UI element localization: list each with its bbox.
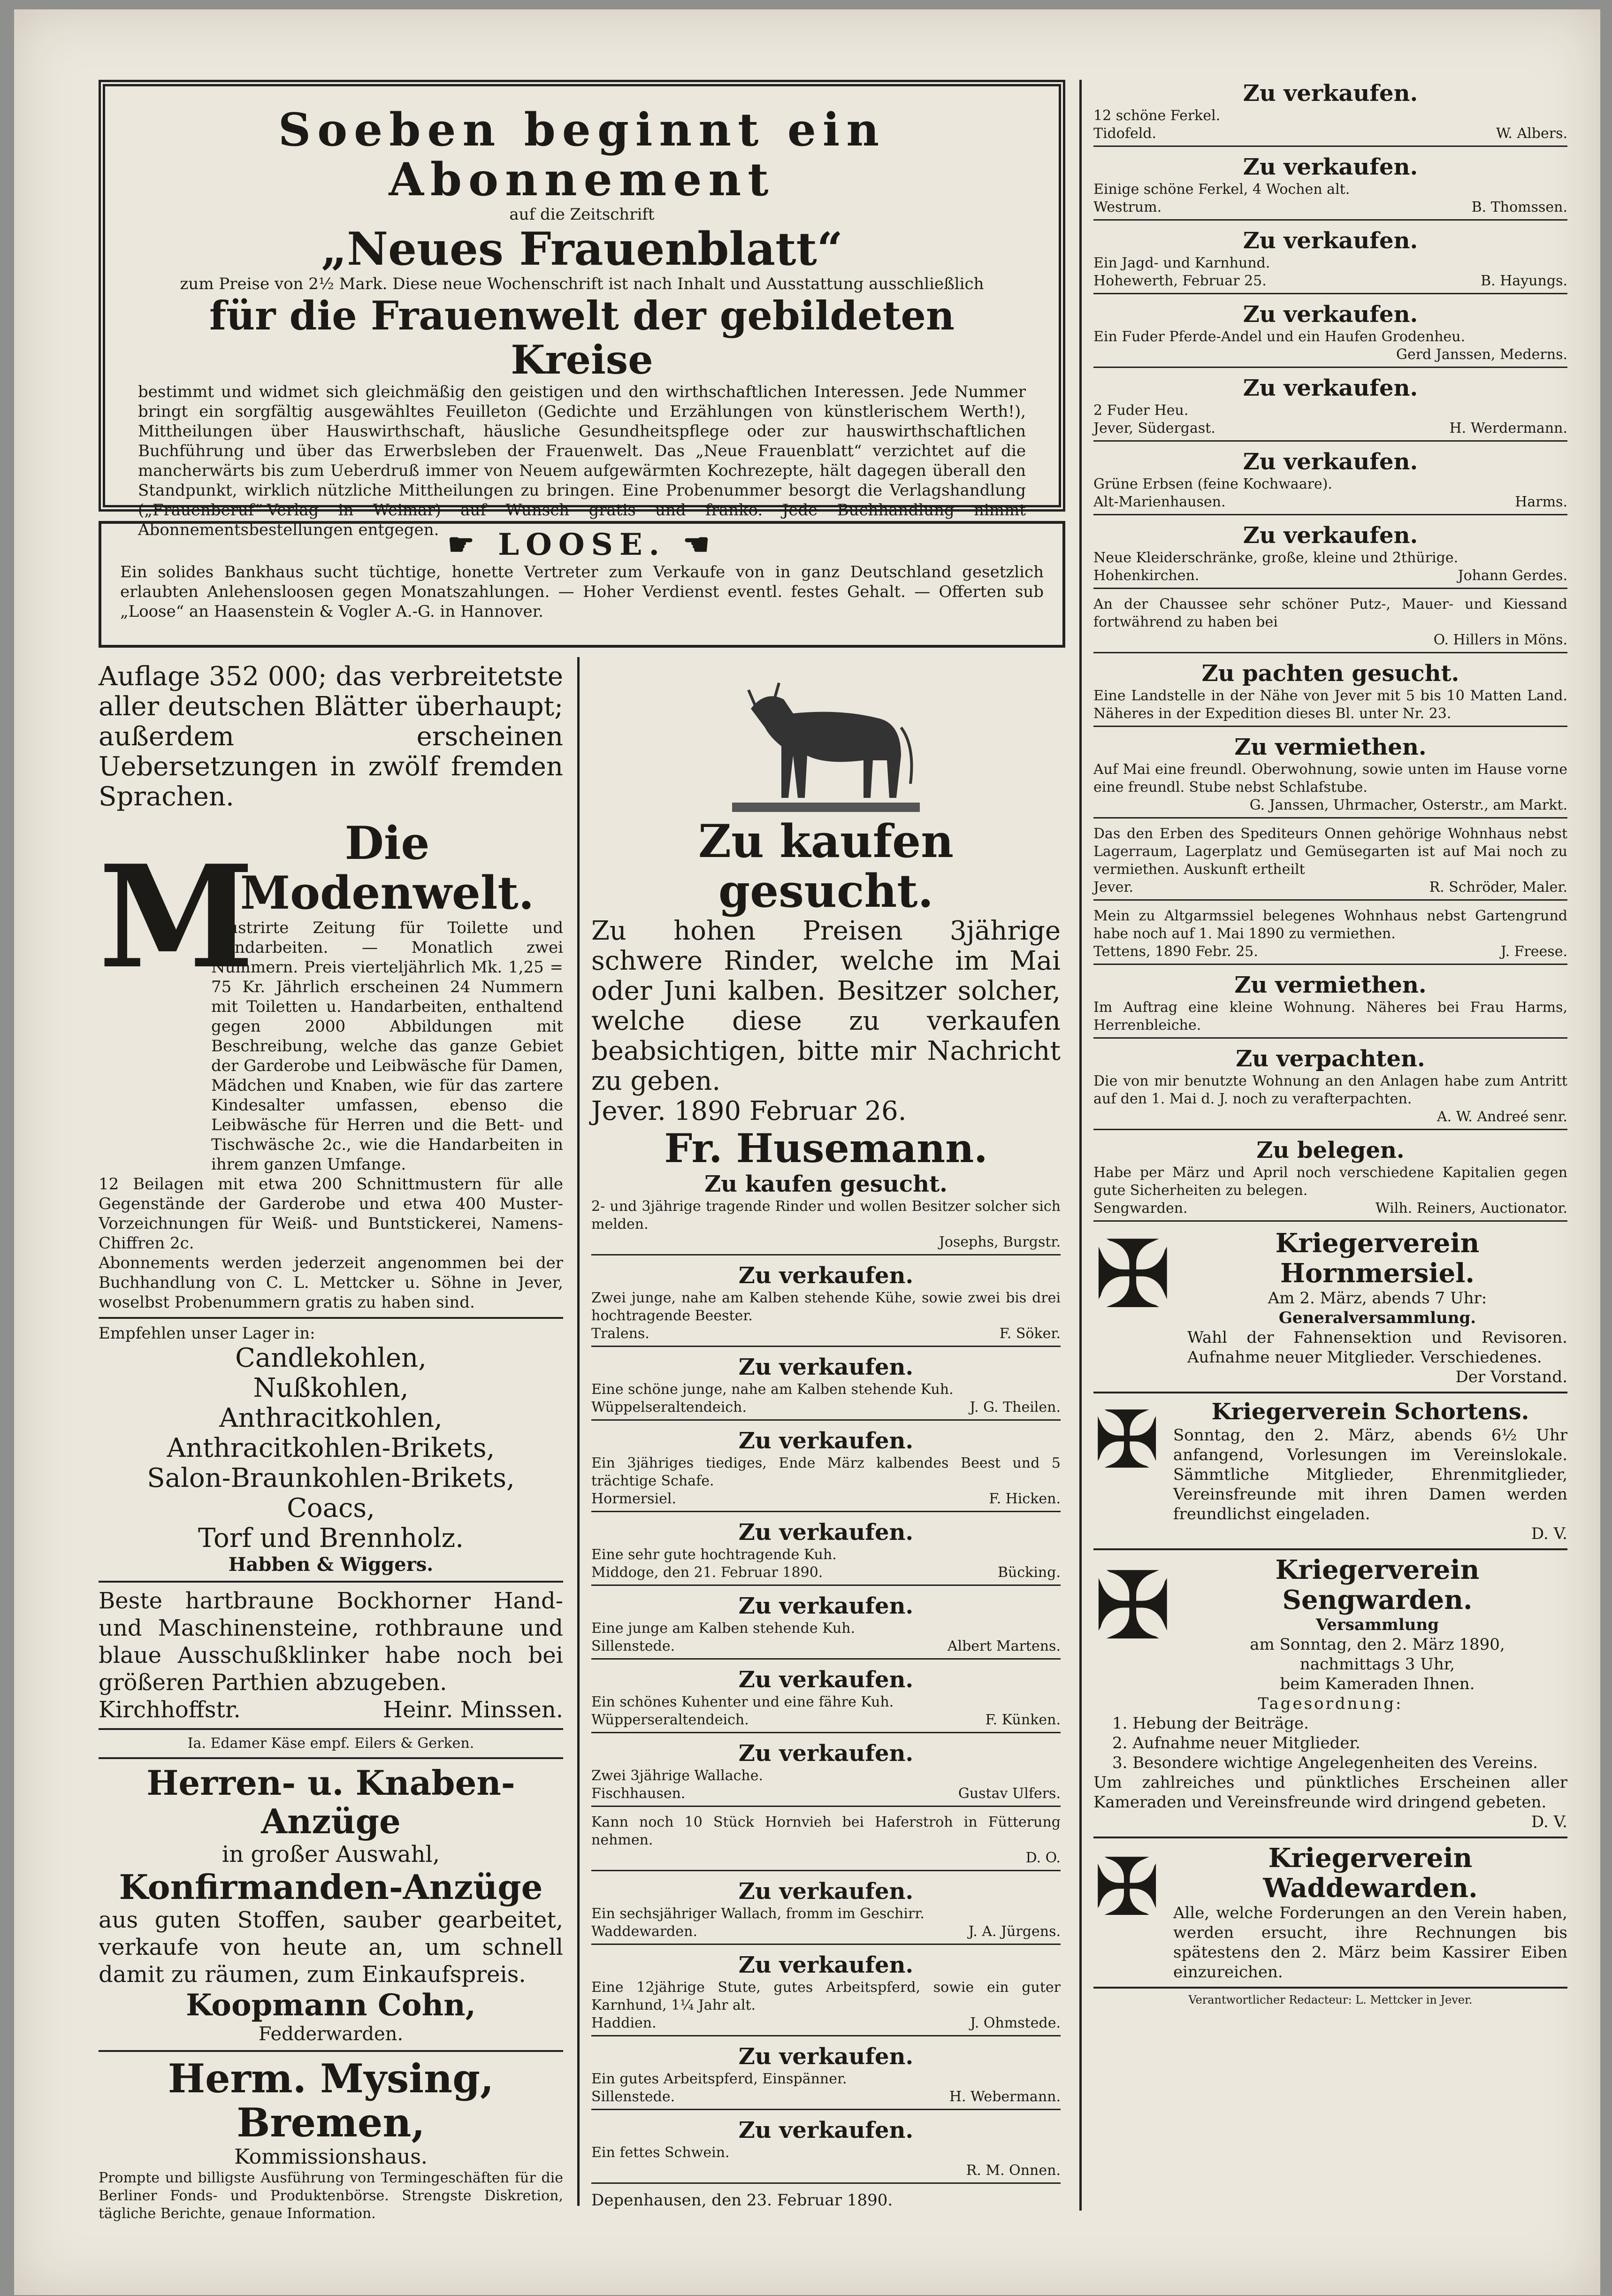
ad-signature: D. O. — [1025, 1850, 1061, 1866]
steine-name: Heinr. Minssen. — [383, 1697, 563, 1723]
divider — [591, 1346, 1061, 1347]
ad-place: Wüpperseraltendeich. — [591, 1712, 749, 1728]
ad-signature: Bücking. — [997, 1564, 1061, 1581]
ad-signature: Wilh. Reiners, Auctionator. — [1375, 1200, 1567, 1217]
modenwelt-logo: M — [99, 834, 255, 1000]
divider — [1093, 1392, 1567, 1393]
classified-ad — [591, 1519, 1061, 1586]
frauenblatt-tagline: für die Frauenwelt der gebildeten Kreise — [209, 292, 955, 383]
ad-place: Haddien. — [591, 2015, 657, 2031]
ad-signature: B. Hayungs. — [1481, 273, 1567, 289]
iron-cross-icon: ✠ — [1093, 1552, 1172, 1661]
classified-ad — [591, 1952, 1061, 2036]
divider — [591, 2109, 1061, 2110]
ad-signature: Harms. — [1515, 494, 1567, 510]
ad-text: Ein sechsjähriger Wallach, fromm im Geschirr. — [591, 1906, 924, 1922]
koopmann-name: Koopmann Cohn, — [186, 1988, 476, 2023]
ad-place: Fischhausen. — [591, 1785, 686, 1802]
middle-column — [591, 662, 1061, 2210]
ad-text: Eine junge am Kalben stehende Kuh. — [591, 1620, 856, 1637]
kohlen-item: Coacs, — [287, 1493, 375, 1523]
kriegerverein-schortens — [1093, 1394, 1567, 1524]
divider — [99, 2050, 563, 2052]
divider — [1093, 817, 1567, 819]
ad-signature: Johann Gerdes. — [1458, 567, 1567, 584]
classified-ad — [591, 1666, 1061, 1733]
modenwelt-intro: Auflage 352 000; das verbreitetste aller deutschen Blätter überhaupt; außerdem erscheinen Uebersetzungen in zwölf fremden Sprachen. — [99, 661, 563, 812]
agenda-item: 3. Besondere wichtige Angelegenheiten des Vereins. — [1112, 1753, 1538, 1772]
kohlen-item: Anthracitkohlen, — [219, 1403, 443, 1433]
ad-signature: G. Janssen, Uhrmacher, Osterstr., am Markt. — [1249, 797, 1567, 813]
divider — [591, 1254, 1061, 1255]
ad-heading: Zu verkaufen. — [738, 2043, 914, 2070]
ad-text: 2 Fuder Heu. — [1093, 402, 1189, 419]
ad-heading: Zu verkaufen. — [738, 1740, 914, 1767]
ad-text: Ein gutes Arbeitspferd, Einspänner. — [591, 2071, 847, 2087]
classified-ad — [591, 1354, 1061, 1421]
divider — [99, 1728, 563, 1730]
kaese-ad: Ia. Edamer Käse empf. Eilers & Gerken. — [187, 1735, 474, 1752]
koopmann-place: Fedderwarden. — [258, 2023, 404, 2045]
ad-signature: J. Freese. — [1500, 943, 1567, 960]
ad-text: 12 schöne Ferkel. — [1093, 107, 1221, 124]
divider — [1093, 219, 1567, 221]
ad-text: Ein fettes Schwein. — [591, 2144, 730, 2161]
ad-text: Grüne Erbsen (feine Kochwaare). — [1093, 476, 1333, 492]
classified-ad — [591, 1878, 1061, 1945]
cow-illustration — [723, 662, 929, 817]
kohlen-list — [99, 1343, 563, 1554]
kv1-body: Wahl der Fahnensektion und Revisoren. Aufnahme neuer Mitglieder. Verschiedenes. — [1187, 1328, 1567, 1367]
ad-heading: Zu verkaufen. — [738, 1428, 914, 1454]
divider — [591, 1658, 1061, 1660]
modenwelt-body: Illustrirte Zeitung für Toilette und Handarbeiten. — Monatlich zwei Nummern. Preis vierteljährlich Mk. 1,25 = 75 Kr. Jährlich erscheinen 24 Nummern mit Toiletten u. Handarbeiten, enthaltend gegen 2000 Abbildungen mit Beschreibung, welche das ganze Gebiet der Garderobe und Leibwäsche für Damen, Mädchen und Knaben, wie für das zartere Kindesalter umfassen, ebenso die Leibwäsche für Herren und die Bett- und Tischwäsche 2c., wie die Handarbeiten in ihrem ganzen Umfange. — [211, 918, 563, 1174]
ad-text: Mein zu Altgarmssiel belegenes Wohnhaus nebst Gartengrund habe noch auf 1. Mai 1890 zu vermiethen. — [1093, 908, 1567, 942]
loose-ad — [99, 521, 1065, 648]
classified-ad — [1093, 227, 1567, 294]
column-rule-right — [1079, 80, 1082, 2211]
frauenblatt-headline: Soeben beginnt ein Abonnement — [278, 103, 886, 206]
divider — [1093, 726, 1567, 727]
ad-place: Waddewarden. — [591, 1923, 697, 1940]
divider — [99, 1317, 563, 1319]
kv3-l1: Versammlung — [1315, 1615, 1439, 1634]
kriegerverein-hornmersiel — [1093, 1220, 1567, 1367]
pointing-hand-icon: ☛ — [447, 527, 498, 562]
kv1-l1: Am 2. März, abends 7 Uhr: — [1268, 1289, 1487, 1308]
divider — [1093, 588, 1567, 589]
divider — [591, 1419, 1061, 1421]
footer-redacteur: Verantwortlicher Redacteur: L. Mettcker in Jever. — [1188, 1993, 1473, 2006]
ad-signature: O. Hillers in Möns. — [1433, 632, 1567, 648]
classified-ad — [591, 1171, 1061, 1255]
divider — [1093, 1987, 1567, 1989]
ad-place: Sillenstede. — [591, 1638, 675, 1654]
frauenblatt-title: „Neues Frauenblatt“ — [321, 222, 843, 276]
ad-heading: Zu vermiethen. — [1234, 972, 1427, 998]
ad-heading: Zu verkaufen. — [1243, 522, 1418, 549]
kv1-sig: Der Vorstand. — [1455, 1368, 1567, 1386]
mysing-sub: Kommissionshaus. — [234, 2145, 428, 2169]
ad-text: Eine Landstelle in der Nähe von Jever mit 5 bis 10 Matten Land. Näheres in der Expedition dieses Bl. unter Nr. 23. — [1093, 688, 1567, 722]
classified-ad — [1093, 1045, 1567, 1130]
kv3-body: Um zahlreiches und pünktliches Erscheinen aller Kameraden und Vereinsfreunde wird dringend gebeten. — [1093, 1773, 1567, 1812]
ad-signature: R. Schröder, Maler. — [1429, 879, 1567, 895]
divider — [1093, 964, 1567, 965]
ad-heading: Zu verkaufen. — [738, 1519, 914, 1546]
kohlen-intro: Empfehlen unser Lager in: — [99, 1324, 315, 1343]
husemann-title: Zu kaufen gesucht. — [698, 815, 954, 918]
ad-signature: W. Albers. — [1496, 125, 1567, 142]
frauenblatt-ad — [99, 80, 1065, 539]
ad-signature: J. G. Theilen. — [970, 1399, 1061, 1416]
classified-ad — [1093, 301, 1567, 368]
divider — [1093, 652, 1567, 653]
ad-place: Hormersiel. — [591, 1491, 676, 1507]
ad-text: Eine schöne junge, nahe am Kalben stehende Kuh. — [591, 1381, 954, 1398]
ad-text: Das den Erben des Spediteurs Onnen gehörige Wohnhaus nebst Lagerraum, Lagerplatz und Gemüsegarten ist auf Mai noch zu vermiethen. Auskunft ertheilt — [1093, 826, 1567, 878]
ad-heading: Zu verkaufen. — [738, 1593, 914, 1619]
ad-signature: Gerd Janssen, Mederns. — [1396, 346, 1567, 363]
ad-signature: Gustav Ulfers. — [958, 1785, 1061, 1802]
kohlen-item: Salon-Braunkohlen-Brikets, — [147, 1463, 515, 1493]
divider — [1093, 440, 1567, 442]
classified-ad — [1093, 375, 1567, 442]
ad-text: 2- und 3jährige tragende Rinder und wollen Besitzer solcher sich melden. — [591, 1198, 1061, 1232]
divider — [1093, 514, 1567, 515]
ad-heading: Zu verkaufen. — [738, 1263, 914, 1289]
ad-signature: F. Söker. — [999, 1325, 1061, 1342]
classified-ad — [1093, 825, 1567, 901]
frauenblatt-sub: auf die Zeitschrift — [509, 205, 655, 224]
ad-heading: Zu verkaufen. — [738, 1878, 914, 1905]
kv3-l3: nachmittags 3 Uhr, — [1299, 1655, 1455, 1674]
ad-signature: F. Künken. — [985, 1712, 1061, 1728]
ad-text: Einige schöne Ferkel, 4 Wochen alt. — [1093, 181, 1350, 198]
ad-signature: J. Ohmstede. — [970, 2015, 1061, 2031]
ad-place: Sillenstede. — [591, 2089, 675, 2105]
ad-place: Tidofeld. — [1093, 125, 1157, 142]
classified-ad — [591, 1262, 1061, 1347]
divider — [591, 2035, 1061, 2036]
kv1-title: Kriegerverein Hornmersiel. — [1275, 1228, 1480, 1289]
kv2-title: Kriegerverein Schortens. — [1211, 1399, 1529, 1425]
kv2-body: Sonntag, den 2. März, abends 6½ Uhr anfangend, Vorlesungen im Vereinslokale. Sämmtliche Mitglieder, Ehrenmitglieder, Vereinsfreunde mit ihren Damen werden freundlichst eingeladen. — [1173, 1426, 1567, 1523]
kv4-title: Kriegerverein Waddewarden. — [1263, 1843, 1478, 1904]
kohlen-item: Anthracitkohlen-Brikets, — [167, 1433, 495, 1463]
ad-text: Zwei junge, nahe am Kalben stehende Kühe, sowie zwei bis drei hochtragende Beester. — [591, 1290, 1061, 1324]
classified-ad — [591, 1814, 1061, 1871]
ad-place: Middoge, den 21. Februar 1890. — [591, 1564, 823, 1581]
ad-heading: Zu kaufen gesucht. — [704, 1171, 947, 1197]
right-column — [1093, 80, 1567, 2006]
ad-signature: A. W. Andreé senr. — [1436, 1109, 1567, 1125]
ad-heading: Zu verkaufen. — [1243, 228, 1418, 254]
ad-text: Kann noch 10 Stück Hornvieh bei Haferstroh in Fütterung nehmen. — [591, 1814, 1061, 1848]
classified-ad — [591, 1592, 1061, 1660]
divider — [591, 1511, 1061, 1512]
ad-place: Sengwarden. — [1093, 1200, 1188, 1217]
modenwelt-title: Die Modenwelt. — [240, 817, 535, 919]
ad-place: Westrum. — [1093, 199, 1162, 215]
ad-place: Hohenkirchen. — [1093, 567, 1199, 584]
ad-signature: R. M. Onnen. — [966, 2162, 1061, 2179]
iron-cross-icon: ✠ — [1093, 1841, 1161, 1934]
kv3-agenda — [1093, 1714, 1567, 1773]
divider — [99, 1581, 563, 1583]
frauenblatt-body: bestimmt und widmet sich gleichmäßig den geistigen und den wirthschaftlichen Interessen. Jede Nummer bringt ein sorgfältig ausgewähltes Feuilleton (Gedichte und Erzählungen von künstlerischem Werth!), Mittheilungen über Hauswirthschaft, häusliche Gesundheitspflege oder zur hauswirthschaftlichen Buchführung und über das Erwerbsleben der Frauenwelt. Das „Neue Frauenblatt“ verzichtet auf die mancherwärts bis zum Ueberdruß immer von Neuem aufgewärmten Kochrezepte, hält dagegen überall den Standpunkt, wirklich nützliche Mittheilungen zu bringen. Eine Probenummer besorgt die Verlagshandlung („Frauenberuf“-Verlag in Weimar) auf Wunsch gratis und franko. Jede Buchhandlung nimmt Abonnementsbestellungen entgegen. — [138, 383, 1026, 539]
kv1-l2: Generalversammlung. — [1278, 1309, 1476, 1327]
iron-cross-icon: ✠ — [1093, 1220, 1172, 1330]
ad-heading: Zu verpachten. — [1236, 1046, 1425, 1072]
ad-text: Auf Mai eine freundl. Oberwohnung, sowie unten im Hause vorne eine freundl. Stube nebst Schlafstube. — [1093, 761, 1567, 796]
ad-signature: H. Werdermann. — [1449, 420, 1567, 436]
iron-cross-icon: ✠ — [1093, 1394, 1161, 1487]
left-column — [99, 662, 563, 2223]
modenwelt-beilagen: 12 Beilagen mit etwa 200 Schnittmustern für alle Gegenstände der Garderobe und etwa 400 Muster-Vorzeichnungen für Weiß- und Buntstickerei, Namens-Chiffren 2c. — [99, 1175, 563, 1253]
classified-ad — [591, 1427, 1061, 1512]
ad-place: Hohewerth, Februar 25. — [1093, 273, 1267, 289]
ad-heading: Zu verkaufen. — [738, 1952, 914, 1978]
divider — [591, 1806, 1061, 1807]
koopmann-title: Herren- u. Knaben-Anzüge — [146, 1763, 515, 1841]
ad-text: Ein Fuder Pferde-Andel und ein Haufen Grodenheu. — [1093, 329, 1466, 345]
ad-signature: B. Thomssen. — [1471, 199, 1567, 215]
kohlen-item: Nußkohlen, — [253, 1373, 409, 1403]
ad-place: Alt-Marienhausen. — [1093, 494, 1226, 510]
steine-place: Kirchhoffstr. — [99, 1697, 241, 1723]
loose-body: Ein solides Bankhaus sucht tüchtige, honette Vertreter zum Verkaufe von in ganz Deutschland gesetzlich erlaubten Anlehensloosen gegen Monatszahlungen. — Hoher Verdienst eventl. festes Gehalt. — Offerten sub „Loose“ an Haasenstein & Vogler A.-G. in Hannover. — [120, 563, 1044, 621]
frauenblatt-price: zum Preise von 2½ Mark. Diese neue Wochenschrift ist nach Inhalt und Ausstattung ausschließlich — [180, 275, 984, 293]
mysing-body: Prompte und billigste Ausführung von Termingeschäften für die Berliner Fonds- und Produktenbörse. Strengste Diskretion, tägliche Berichte, genaue Information. — [99, 2170, 563, 2222]
ad-place: Jever, Südergast. — [1093, 420, 1215, 436]
ad-heading: Zu verkaufen. — [738, 1354, 914, 1380]
ad-heading: Zu pachten gesucht. — [1201, 660, 1459, 687]
classified-ad — [1093, 1137, 1567, 1222]
ad-text: Im Auftrag eine kleine Wohnung. Näheres bei Frau Harms, Herrenbleiche. — [1093, 999, 1567, 1033]
ad-heading: Zu verkaufen. — [738, 2117, 914, 2143]
divider — [1093, 1548, 1567, 1550]
classified-ad — [1093, 907, 1567, 965]
ad-text: An der Chaussee sehr schöner Putz-, Mauer- und Kiessand fortwährend zu haben bei — [1093, 596, 1567, 630]
divider — [591, 1944, 1061, 1945]
ad-text: Ein 3jähriges tiediges, Ende März kalbendes Beest und 5 trächtige Schafe. — [591, 1455, 1061, 1489]
ad-text: Ein schönes Kuhenter und eine fähre Kuh. — [591, 1694, 894, 1710]
classified-ad — [1093, 734, 1567, 819]
ad-heading: Zu verkaufen. — [1243, 80, 1418, 107]
right-ads — [1093, 80, 1567, 1222]
ad-signature: J. A. Jürgens. — [968, 1923, 1061, 1940]
kv3-title: Kriegerverein Sengwarden. — [1275, 1554, 1480, 1615]
husemann-date: Jever. 1890 Februar 26. — [591, 1096, 907, 1126]
ad-heading: Zu vermiethen. — [1234, 734, 1427, 760]
ad-place: Wüppelseraltendeich. — [591, 1399, 747, 1416]
ad-place: Tettens, 1890 Febr. 25. — [1093, 943, 1258, 960]
pointing-hand-left-icon: ☚ — [665, 527, 717, 562]
ad-signature: Josephs, Burgstr. — [939, 1234, 1061, 1250]
kv3-l4: beim Kameraden Ihnen. — [1280, 1675, 1475, 1693]
column-rule-left — [577, 657, 580, 2206]
steine-body: Beste hartbraune Bockhorner Hand- und Maschinensteine, rothbraune und blaue Ausschußklinker habe noch bei größeren Parthien abzugeben. — [99, 1588, 563, 1696]
ad-heading: Zu verkaufen. — [1243, 154, 1418, 180]
ad-signature: F. Hicken. — [989, 1491, 1061, 1507]
kriegerverein-waddewarden — [1093, 1843, 1567, 1982]
agenda-item: 2. Aufnahme neuer Mitglieder. — [1112, 1734, 1360, 1753]
classified-ad — [1093, 660, 1567, 727]
last-ad-date: Depenhausen, den 23. Februar 1890. — [591, 2191, 893, 2210]
ad-text: Eine 12jährige Stute, gutes Arbeitspferd, sowie ein guter Karnhund, 1¼ Jahr alt. — [591, 1979, 1061, 2013]
koopmann-l2: in großer Auswahl, — [222, 1841, 440, 1867]
divider — [99, 1757, 563, 1759]
ad-text: Eine sehr gute hochtragende Kuh. — [591, 1546, 837, 1563]
kv2-sig: D. V. — [1531, 1524, 1567, 1543]
koopmann-l3: Konfirmanden-Anzüge — [119, 1867, 543, 1907]
kv3-l2: am Sonntag, den 2. März 1890, — [1250, 1635, 1505, 1654]
ad-text: Neue Kleiderschränke, große, kleine und 2thürige. — [1093, 550, 1459, 566]
kv3-agenda-title: Tagesordnung: — [1258, 1694, 1403, 1713]
mid-ads — [591, 1171, 1061, 2184]
ad-text: Habe per März und April noch verschiedene Kapitalien gegen gute Sicherheiten zu belegen. — [1093, 1164, 1567, 1199]
classified-ad — [591, 2043, 1061, 2110]
kriegerverein-sengwarden — [1093, 1552, 1567, 1694]
kohlen-firm: Habben & Wiggers. — [228, 1554, 434, 1576]
ad-signature: H. Webermann. — [949, 2089, 1061, 2105]
classified-ad — [1093, 448, 1567, 515]
classified-ad — [1093, 80, 1567, 147]
ad-heading: Zu belegen. — [1256, 1137, 1405, 1163]
ad-text: Zwei 3jährige Wallache. — [591, 1768, 764, 1784]
kohlen-item: Torf und Brennholz. — [198, 1523, 464, 1554]
divider — [1093, 145, 1567, 147]
ad-place: Jever. — [1093, 879, 1134, 895]
divider — [1093, 1837, 1567, 1838]
ad-signature: Albert Martens. — [947, 1638, 1061, 1654]
loose-title: ☛ LOOSE. ☚ — [447, 527, 717, 562]
mysing-title: Herm. Mysing, Bremen, — [168, 2055, 494, 2146]
classified-ad — [591, 2117, 1061, 2184]
ad-heading: Zu verkaufen. — [738, 1667, 914, 1693]
divider — [1093, 367, 1567, 368]
classified-ad — [1093, 522, 1567, 589]
ad-heading: Zu verkaufen. — [1243, 375, 1418, 401]
divider — [591, 1584, 1061, 1586]
agenda-item: 1. Hebung der Beiträge. — [1112, 1714, 1309, 1733]
husemann-name: Fr. Husemann. — [664, 1125, 988, 1171]
ad-text: Ein Jagd- und Karnhund. — [1093, 255, 1270, 271]
modenwelt-abonnement: Abonnements werden jederzeit angenommen bei der Buchhandlung von C. L. Mettcker u. Söhne in Jever, woselbst Probenummern gratis zu haben sind. — [99, 1254, 563, 1312]
classified-ad — [591, 1740, 1061, 1807]
husemann-body: Zu hohen Preisen 3jährige schwere Rinder, welche im Mai oder Juni kalben. Besitzer solcher, welche diese zu verkaufen beabsichtigen, bitte mir Nachricht zu geben. — [591, 916, 1061, 1096]
classified-ad — [1093, 972, 1567, 1039]
divider — [1093, 293, 1567, 294]
divider — [1093, 899, 1567, 901]
divider — [1093, 1037, 1567, 1039]
divider — [591, 1870, 1061, 1871]
divider — [591, 1732, 1061, 1733]
newspaper-page — [14, 9, 1600, 2295]
kohlen-item: Candlekohlen, — [235, 1343, 427, 1373]
classified-ad — [1093, 153, 1567, 221]
kv3-sig: D. V. — [1531, 1813, 1567, 1831]
kv4-body: Alle, welche Forderungen an den Verein haben, werden ersucht, ihre Rechnungen bis spätestens den 2. März beim Kassirer Eiben einzureichen. — [1173, 1904, 1567, 1982]
divider — [1093, 1129, 1567, 1130]
ad-heading: Zu verkaufen. — [1243, 449, 1418, 475]
divider — [591, 2182, 1061, 2184]
ad-heading: Zu verkaufen. — [1243, 301, 1418, 328]
ad-text: Die von mir benutzte Wohnung an den Anlagen habe zum Antritt auf den 1. Mai d. J. noch zu verafterpachten. — [1093, 1073, 1567, 1107]
ad-place: Tralens. — [591, 1325, 649, 1342]
classified-ad — [1093, 596, 1567, 653]
koopmann-body: aus guten Stoffen, sauber gearbeitet, verkaufe von heute an, um schnell damit zu räumen, zum Einkaufspreis. — [99, 1907, 563, 1988]
